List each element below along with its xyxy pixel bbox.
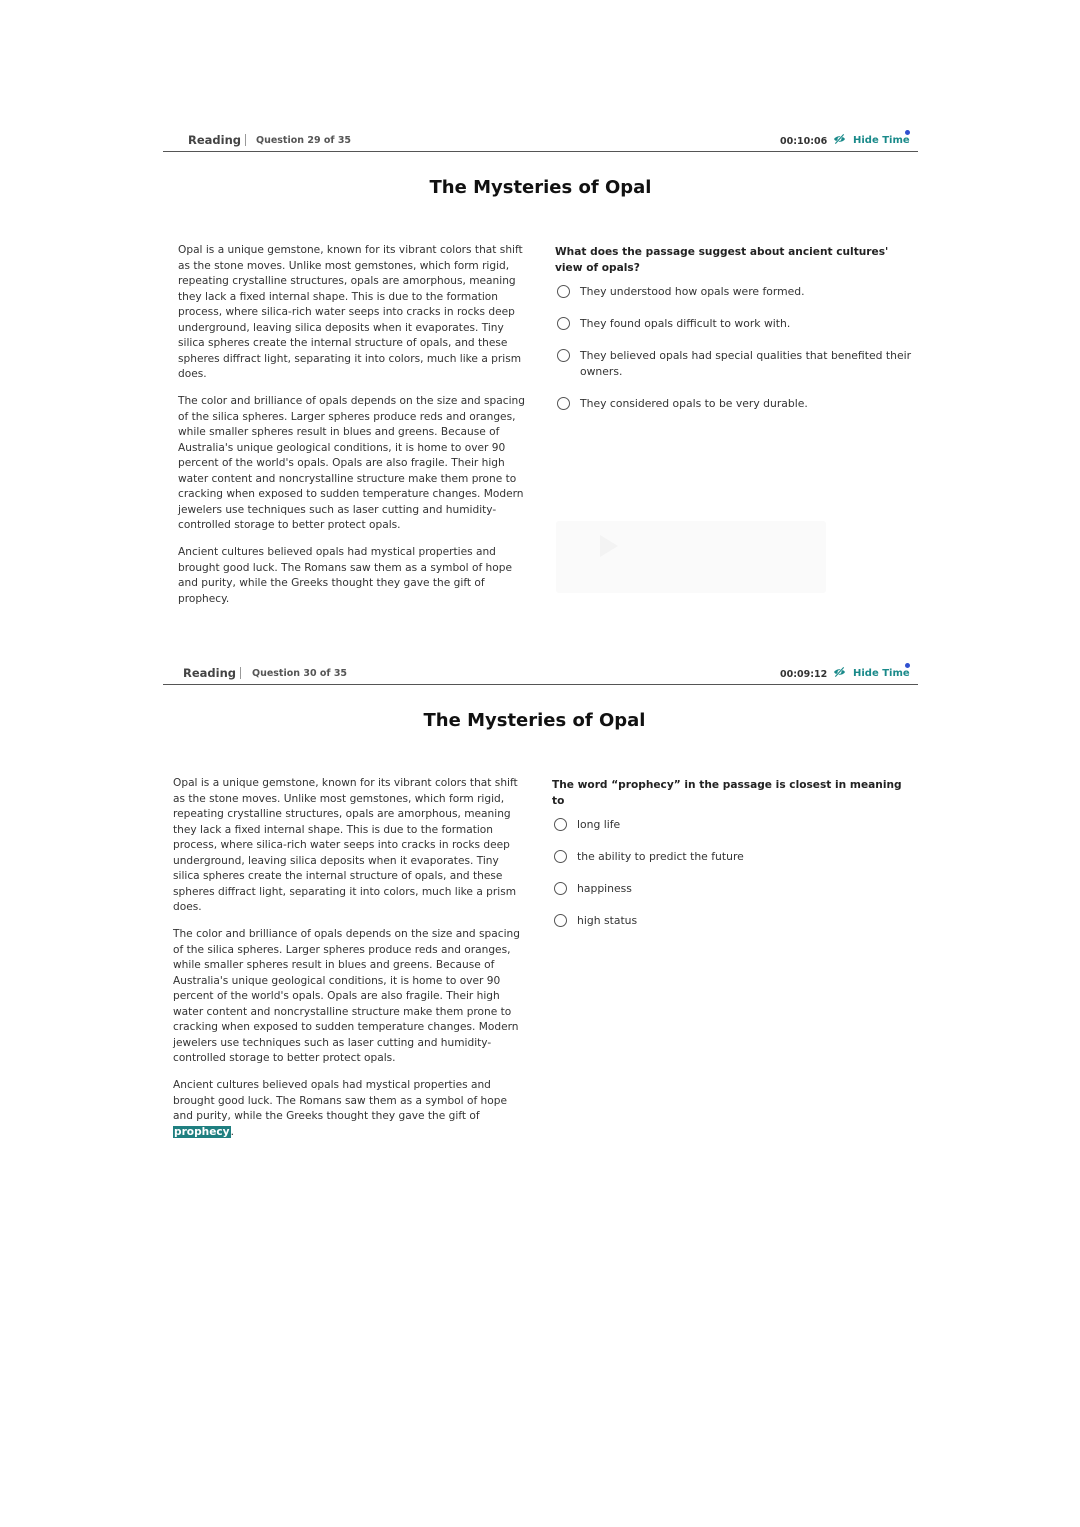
answer-option-b[interactable] xyxy=(555,316,915,332)
notification-dot xyxy=(905,663,910,668)
question-counter: Question 29 of 35 xyxy=(256,135,352,146)
passage-paragraph: Opal is a unique gemstone, known for its vibrant colors that shift as the stone moves. Unlike most gemstones, which form rigid, repeating crystalline structures, opals are amorphous, meaning they lack a fixed internal shape. This is due to the formation process, where silica-rich water seeps into cracks in rocks deep underground, leaving silica deposits when it evaporates. Tiny silica spheres create the internal structure of opals, and these spheres diffract light, separating it into colors, much like a prism does. xyxy=(173,777,518,913)
timer: 00:09:12 xyxy=(780,669,828,680)
question-panel xyxy=(552,777,917,945)
answer-option-d[interactable] xyxy=(552,913,917,929)
question-prompt: What does the passage suggest about ancient cultures' view of opals? xyxy=(555,246,889,274)
answer-option-d[interactable] xyxy=(555,396,915,412)
eye-slash-icon[interactable] xyxy=(833,666,846,678)
hide-time-button[interactable]: Hide Time xyxy=(853,135,910,146)
answer-option-b[interactable] xyxy=(552,849,917,865)
question-panel xyxy=(555,244,915,428)
radio-button[interactable] xyxy=(554,882,567,895)
question-screen-29 xyxy=(163,131,918,646)
highlighted-word[interactable]: prophecy xyxy=(174,1125,230,1138)
passage-text: Ancient cultures believed opals had mystical properties and brought good luck. The Romans saw them as a symbol of hope and purity, while the Greeks thought they gave the gift of xyxy=(173,1079,507,1122)
option-label: high status xyxy=(577,914,638,927)
reading-passage xyxy=(173,776,528,1152)
option-label: the ability to predict the future xyxy=(577,850,744,863)
option-label: They found opals difficult to work with. xyxy=(580,317,791,330)
notification-dot xyxy=(905,130,910,135)
play-icon xyxy=(600,535,618,557)
section-label: Reading xyxy=(188,133,242,147)
option-label: long life xyxy=(577,818,621,831)
option-label: happiness xyxy=(577,882,632,895)
passage-paragraph xyxy=(173,1078,528,1140)
option-label: They considered opals to be very durable. xyxy=(580,397,808,410)
answer-option-a[interactable] xyxy=(552,817,917,833)
answer-option-c[interactable] xyxy=(555,348,915,380)
passage-title: The Mysteries of Opal xyxy=(429,177,652,198)
radio-button[interactable] xyxy=(557,285,570,298)
hide-time-button[interactable]: Hide Time xyxy=(853,668,910,679)
option-label: They believed opals had special qualities that benefited their owners. xyxy=(580,349,912,378)
answer-options xyxy=(555,284,915,412)
radio-button[interactable] xyxy=(554,818,567,831)
question-screen-30 xyxy=(163,664,918,1184)
question-counter: Question 30 of 35 xyxy=(252,668,348,679)
media-player-overlay xyxy=(556,521,826,593)
top-bar xyxy=(163,131,918,152)
passage-text: . xyxy=(230,1125,234,1138)
radio-button[interactable] xyxy=(557,397,570,410)
header-divider xyxy=(245,134,246,146)
radio-button[interactable] xyxy=(557,317,570,330)
answer-option-c[interactable] xyxy=(552,881,917,897)
timer: 00:10:06 xyxy=(780,136,828,147)
passage-paragraph: Ancient cultures believed opals had mystical properties and brought good luck. The Romans saw them as a symbol of hope and purity, while the Greeks thought they gave the gift of prophecy. xyxy=(178,546,512,605)
passage-paragraph: Opal is a unique gemstone, known for its vibrant colors that shift as the stone moves. Unlike most gemstones, which form rigid, repeating crystalline structures, opals are amorphous, meaning they lack a fixed internal shape. This is due to the formation process, where silica-rich water seeps into cracks in rocks deep underground, leaving silica deposits when it evaporates. Tiny silica spheres create the internal structure of opals, and these spheres diffract light, separating it into colors, much like a prism does. xyxy=(178,244,523,380)
passage-paragraph: The color and brilliance of opals depends on the size and spacing of the silica spheres. Larger spheres produce reds and oranges, while smaller spheres result in blues and greens. Because of Australia's unique geological conditions, it is home to over 90 percent of the world's opals. Opals are also fragile. Their high water content and noncrystalline structure make them prone to cracking when exposed to sudden temperature changes. Modern jewelers use techniques such as laser cutting and humidity-controlled storage to better protect opals. xyxy=(178,395,525,531)
header-divider xyxy=(240,667,241,679)
answer-options xyxy=(552,817,917,929)
radio-button[interactable] xyxy=(557,349,570,362)
reading-passage xyxy=(178,243,533,619)
radio-button[interactable] xyxy=(554,850,567,863)
passage-paragraph: The color and brilliance of opals depends on the size and spacing of the silica spheres. Larger spheres produce reds and oranges, while smaller spheres result in blues and greens. Because of Australia's unique geological conditions, it is home to over 90 percent of the world's opals. Opals are also fragile. Their high water content and noncrystalline structure make them prone to cracking when exposed to sudden temperature changes. Modern jewelers use techniques such as laser cutting and humidity-controlled storage to better protect opals. xyxy=(173,928,520,1064)
top-bar xyxy=(163,664,918,685)
answer-option-a[interactable] xyxy=(555,284,915,300)
question-prompt: The word “prophecy” in the passage is closest in meaning to xyxy=(552,779,902,807)
radio-button[interactable] xyxy=(554,914,567,927)
eye-slash-icon[interactable] xyxy=(833,133,846,145)
passage-title: The Mysteries of Opal xyxy=(423,710,646,731)
option-label: They understood how opals were formed. xyxy=(580,285,805,298)
section-label: Reading xyxy=(183,666,237,680)
